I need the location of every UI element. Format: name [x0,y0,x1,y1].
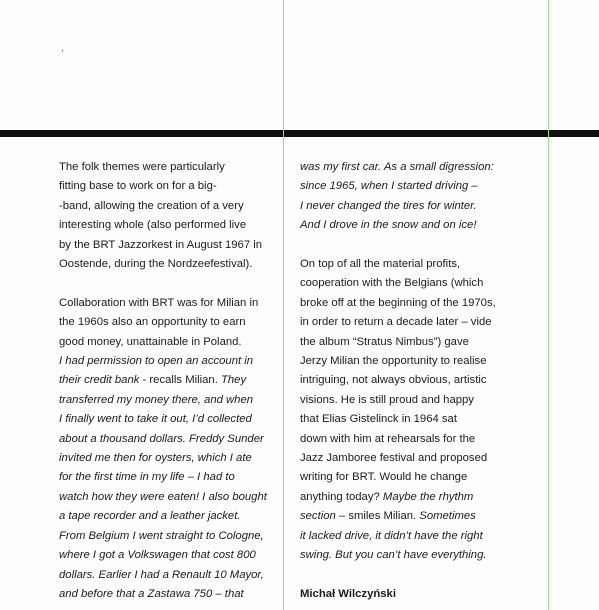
body-text: that Elias Gistelinck in 1964 sat [300,413,457,426]
italic-quote-text: They [220,374,247,387]
text-line [300,294,546,313]
italic-quote-text: Maybe the rhythm [382,490,474,503]
body-text: anything today? [300,490,383,503]
text-line [300,430,546,449]
italic-quote-text: Sometimes [419,510,476,523]
italic-quote-text: I never changed the tires for winter. [300,199,477,212]
italic-quote-text: their credit bank [59,374,140,387]
italic-quote-text: about a thousand dollars. Freddy Sunder [59,432,264,445]
body-text: by the BRT Jazzorkest in August 1967 in [59,238,263,251]
text-line [59,255,281,274]
right-column [300,158,546,604]
text-line [300,197,546,216]
text-line [300,352,546,371]
body-text: fitting base to work on for a big- [59,180,217,193]
paragraph-gap [300,236,546,255]
italic-quote-text: invited me then for oysters, which I ate [59,452,252,465]
text-line [59,546,281,565]
text-line [300,177,546,196]
italic-quote-text: I finally went to take it out, I’d collected [59,413,252,426]
body-text: broke off at the beginning of the 1970s, [300,296,496,309]
text-line [300,391,546,410]
body-text: down with him at rehearsals for the [300,432,476,445]
text-line [59,352,281,371]
text-line [59,236,281,255]
text-line [59,527,281,546]
text-line [300,313,546,332]
text-line [59,488,281,507]
text-line [59,430,281,449]
text-line [300,527,546,546]
body-text: cooperation with the Belgians (which [300,277,484,290]
italic-quote-text: watch how they were eaten! I also bought [59,490,267,503]
text-line [59,177,281,196]
italic-quote-text: transferred my money there, and when [59,393,254,406]
body-text: in order to return a decade later – vide [300,316,492,329]
text-line [59,197,281,216]
body-text: Michał Wilczyński [300,587,396,600]
text-line [300,507,546,526]
italic-quote-text: And I drove in the snow and on ice! [300,219,477,232]
text-line [59,216,281,235]
italic-quote-text: dollars. Earlier I had a Renault 10 Mayor, [59,568,264,581]
print-speck: , [61,43,64,53]
body-text: The folk themes were particularly [59,161,225,173]
text-line [59,391,281,410]
text-line [59,333,281,352]
italic-quote-text: where I got a Volkswagen that cost 800 [59,549,256,562]
text-line [59,410,281,429]
text-line [59,294,281,313]
body-text: visions. He is still proud and happy [300,393,474,406]
italic-quote-text: since 1965, when I started driving – [300,180,478,193]
paragraph-gap [59,274,281,293]
italic-quote-text: and before that a Zastawa 750 – that [59,587,244,600]
body-text: good money, unattainable in Poland. [59,335,242,348]
text-line [300,410,546,429]
text-line [300,274,546,293]
body-text: intriguing, not always obvious, artistic [300,374,487,387]
paragraph-gap [300,566,546,585]
italic-quote-text: swing. But you can’t have everything. [300,549,487,562]
body-text: writing for BRT. Would he change [300,471,468,484]
body-text: – smiles Milian. [335,510,420,523]
body-text: Jazz Jamboree festival and proposed [300,452,488,465]
text-line [59,371,281,390]
italic-quote-text: was my first car. As a small digression: [300,161,494,173]
italic-quote-text: I had permission to open an account in [59,355,254,368]
black-band [0,130,599,137]
fold-line-right [548,0,549,610]
italic-quote-text: for the first time in my life – I had to [59,471,235,484]
text-line [300,546,546,565]
body-text: Jerzy Milian the opportunity to realise [300,355,487,368]
text-line [300,371,546,390]
text-line [300,449,546,468]
body-text: the 1960s also an opportunity to earn [59,316,246,329]
text-line [59,507,281,526]
body-text: interesting whole (also performed live [59,219,247,232]
text-line [59,313,281,332]
body-text: the album “Stratus Nimbus”) gave [300,335,469,348]
body-text: On top of all the material profits, [300,258,461,271]
text-line [59,449,281,468]
text-line [300,468,546,487]
left-column [59,158,281,604]
italic-quote-text: section [300,510,336,523]
text-line [59,566,281,585]
body-text: Collaboration with BRT was for Milian in [59,296,259,309]
text-line [300,488,546,507]
body-text: -band, allowing the creation of a very [59,199,244,212]
body-text: - recalls Milian. [139,374,221,387]
text-line [59,468,281,487]
italic-quote-text: a tape recorder and a leather jacket. [59,510,241,523]
text-line [300,333,546,352]
text-line [300,255,546,274]
fold-line-left [283,0,284,610]
body-text: Oostende, during the Nordzeefestival). [59,258,253,271]
text-line [59,585,281,604]
text-line [300,158,546,177]
text-line [59,158,281,177]
italic-quote-text: From Belgium I went straight to Cologne, [59,529,264,542]
italic-quote-text: it lacked drive, it didn’t have the right [300,529,483,542]
text-line [300,216,546,235]
signature [300,585,546,604]
